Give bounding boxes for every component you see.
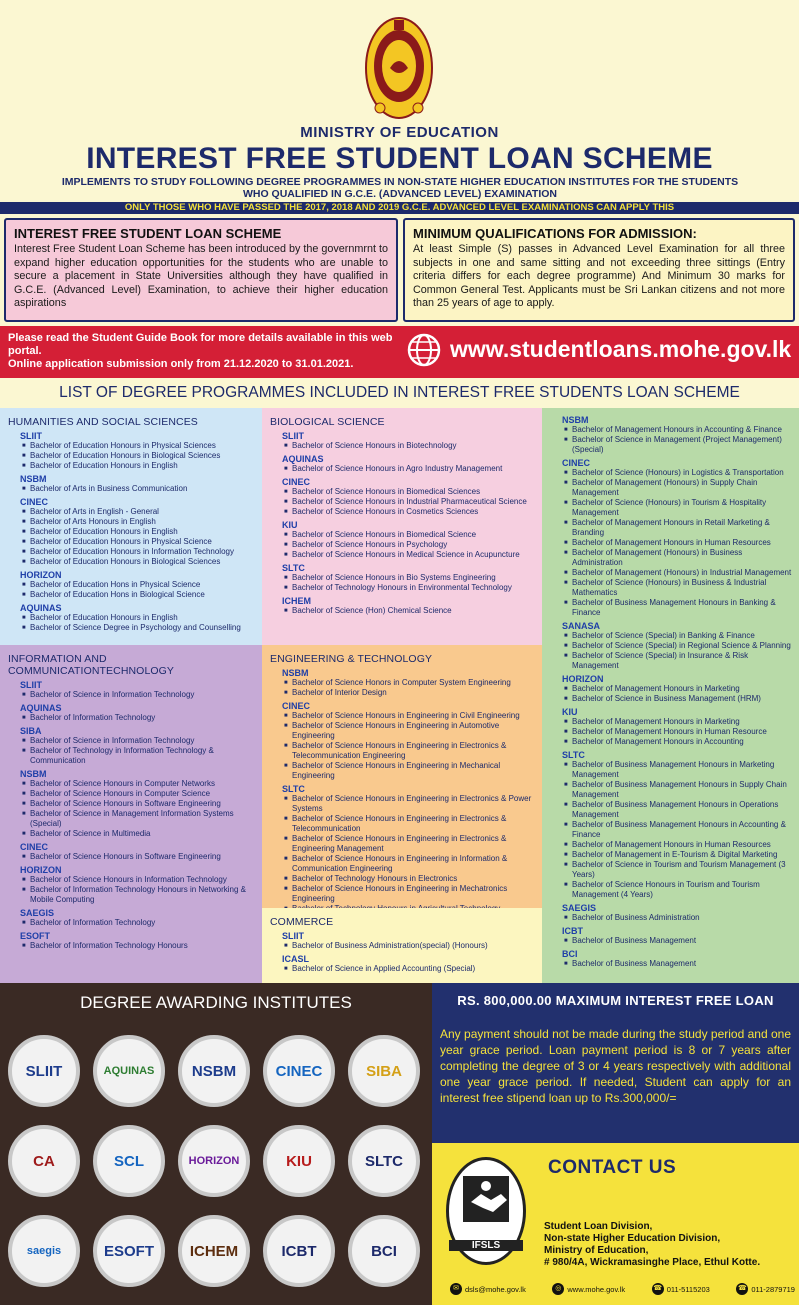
institute-logo (178, 1035, 250, 1107)
institute-logo-label: SLTC (364, 1152, 404, 1170)
section-biological-science (262, 408, 542, 645)
section-title: BIOLOGICAL SCIENCE (270, 416, 385, 428)
programme-item: ■ Bachelor of Technology Honours in Electronics (284, 874, 536, 884)
programme-item: ■ Bachelor of Business Administration (564, 913, 793, 923)
programme-item: ■ Bachelor of Science Honours in Information Technology (22, 875, 256, 885)
institute-logo (348, 1035, 420, 1107)
programme-item: ■ Bachelor of Management (Honours) in Business Administration (564, 548, 793, 568)
phone-icon: ☎ (652, 1283, 664, 1295)
programme-item: ■ Bachelor of Science in Business Management (HRM) (564, 694, 793, 704)
programme-item: ■ Bachelor of Management Honours in Accounting (564, 737, 793, 747)
programme-item: ■ Bachelor of Science Honours in Engineering in Mechatronics Engineering (284, 884, 536, 904)
institute-name: SANASA (562, 621, 601, 631)
programme-item: ■ Bachelor of Science Honours in Bio Systems Engineering (284, 573, 536, 583)
programme-item: ■ Bachelor of Business Management Honours in Marketing Management (564, 760, 793, 780)
programme-item: ■ Bachelor of Information Technology (22, 713, 256, 723)
handshake-icon (449, 1172, 523, 1232)
institute-name: CINEC (20, 497, 49, 507)
institute-logo (178, 1215, 250, 1287)
institute-name: SLIIT (282, 431, 304, 441)
programme-item: ■ Bachelor of Science in Multimedia (22, 829, 256, 839)
email-text: dsls@mohe.gov.lk (465, 1284, 526, 1294)
programme-item: ■ Bachelor of Education Honours in Physical Sciences (22, 441, 256, 451)
institute-name: SAEGIS (20, 908, 55, 918)
programme-item: ■ Bachelor of Education Hons in Physical Science (22, 580, 256, 590)
institute-name: HORIZON (562, 674, 604, 684)
programme-item: ■ Bachelor of Education Honours in Information Technology (22, 547, 256, 557)
programme-item: ■ Bachelor of Management Honours in Human Resources (564, 538, 793, 548)
institute-name: SLIIT (282, 931, 304, 941)
institute-name: KIU (282, 520, 298, 530)
programme-item: ■ Bachelor of Information Technology Honours (22, 941, 256, 951)
institute-logo-label: BCI (371, 1242, 397, 1260)
programme-item: ■ Bachelor of Management Honours in Accounting & Finance (564, 425, 793, 435)
intro-text: Interest Free Student Loan Scheme has been introduced by the governmrnt to expand higher education opportunities for the students who are unable to secure a placement in State Universities although they have qualified in G.C.E. (Advanced Level) Examination, to achieve their higher education aspirations (14, 243, 388, 309)
institute-logo-label: saegis (26, 1244, 62, 1257)
contact-box (432, 1143, 799, 1305)
institute-logo (8, 1125, 80, 1197)
programme-item: ■ Bachelor of Business Management (564, 959, 793, 969)
institute-logo (263, 1125, 335, 1197)
institute-name: AQUINAS (20, 603, 62, 613)
institute-name: SAEGIS (562, 903, 597, 913)
institute-name: AQUINAS (20, 703, 62, 713)
programme-item: ■ Bachelor of Science Honours in Computer Networks (22, 779, 256, 789)
programme-item: ■ Bachelor of Science in Information Technology (22, 690, 256, 700)
notice-line-1: Please read the Student Guide Book for more details available in this web portal. (8, 332, 393, 357)
programme-item: ■ Bachelor of Science Honours in Engineering in Electronics & Power Systems (284, 794, 536, 814)
institute-logo (8, 1215, 80, 1287)
programme-item: ■ Bachelor of Science Honours in Tourism and Tourism Management (4 Years) (564, 880, 793, 900)
programme-item: ■ Bachelor of Business Management Honours in Operations Management (564, 800, 793, 820)
programme-groups (550, 415, 793, 969)
programme-item: ■ Bachelor of Technology Honours in Environmental Technology (284, 583, 536, 593)
programme-groups (8, 680, 256, 951)
institute-logo-label: CA (33, 1152, 55, 1170)
institute-logo (348, 1215, 420, 1287)
institute-logo-label: SCL (114, 1152, 144, 1170)
programme-item: ■ Bachelor of Science Honours in Engineering in Electronics & Telecommunication (284, 814, 536, 834)
programme-item: ■ Bachelor of Science Honours in Medical Science in Acupuncture (284, 550, 536, 560)
institute-name: ESOFT (20, 931, 51, 941)
programme-item: ■ Bachelor of Education Honours in English (22, 527, 256, 537)
institute-logo (8, 1035, 80, 1107)
programme-item: ■ Bachelor of Education Honours in English (22, 613, 256, 623)
loan-title: RS. 800,000.00 MAXIMUM INTEREST FREE LOAN (457, 993, 774, 1008)
programme-groups (270, 668, 536, 914)
institute-logo-label: AQUINAS (103, 1064, 155, 1077)
programme-groups (270, 431, 536, 616)
programme-item: ■ Bachelor of Science in Applied Accounting (Special) (284, 964, 536, 974)
institute-logo-label: HORIZON (188, 1154, 240, 1167)
portal-url-link[interactable]: www.studentloans.mohe.gov.lk (450, 336, 792, 362)
address-line: Non-state Higher Education Division, (544, 1233, 721, 1244)
programme-item: ■ Bachelor of Information Technology Honours in Networking & Mobile Computing (22, 885, 256, 905)
page-header (0, 0, 799, 212)
programme-item: ■ Bachelor of Management Honours in Marketing (564, 717, 793, 727)
programme-item: ■ Bachelor of Business Management Honours in Accounting & Finance (564, 820, 793, 840)
email-icon: ✉ (450, 1283, 462, 1295)
section-title: ENGINEERING & TECHNOLOGY (270, 653, 433, 665)
phone-contact-1[interactable] (652, 1283, 710, 1295)
programme-item: ■ Bachelor of Business Management Honours in Banking & Finance (564, 598, 793, 618)
programme-item: ■ Bachelor of Education Hons in Biological Science (22, 590, 256, 600)
qualifications-text: At least Simple (S) passes in Advanced Level Examination for all three subjects in one and same sitting and not exceeding three sittings (Entry criteria differs for each degree programme) And Minimum 30 marks for Common General Test. Applicants must be Sri Lankan citizens and not more than 25 years of age to apply. (413, 243, 785, 309)
awarding-institutes (0, 983, 432, 1305)
programme-item: ■ Bachelor of Science Degree in Psychology and Counselling (22, 623, 256, 633)
institute-logo-label: KIU (286, 1152, 312, 1170)
programme-item: ■ Bachelor of Science in Management Information Systems (Special) (22, 809, 256, 829)
programme-item: ■ Bachelor of Business Administration(special) (Honours) (284, 941, 536, 951)
institute-name: CINEC (282, 701, 311, 711)
notice-line-2: Online application submission only from 21.12.2020 to 31.01.2021. (8, 358, 354, 370)
institute-name: NSBM (282, 668, 309, 678)
programme-item: ■ Bachelor of Science in Information Technology (22, 736, 256, 746)
programme-groups (270, 931, 536, 974)
programme-item: ■ Bachelor of Science Honours in Biomedical Sciences (284, 487, 536, 497)
contact-address (544, 1221, 794, 1269)
programme-item: ■ Bachelor of Science Honours in Cosmetics Sciences (284, 507, 536, 517)
institute-logo (263, 1035, 335, 1107)
institute-logo (348, 1125, 420, 1197)
contact-footer (450, 1279, 795, 1299)
institute-name: HORIZON (20, 865, 62, 875)
institute-logo-label: CINEC (275, 1062, 323, 1080)
institute-name: AQUINAS (282, 454, 324, 464)
institute-logo-label: SLIIT (25, 1062, 63, 1080)
programme-item: ■ Bachelor of Business Management (564, 936, 793, 946)
programme-item: ■ Bachelor of Science (Special) in Insurance & Risk Management (564, 651, 793, 671)
institute-name: SLTC (562, 750, 585, 760)
programme-item: ■ Bachelor of Interior Design (284, 688, 536, 698)
programme-item: ■ Bachelor of Science Honours in Engineering in Information & Communication Engineering (284, 854, 536, 874)
programme-item: ■ Bachelor of Science (Hon) Chemical Science (284, 606, 536, 616)
programme-item: ■ Bachelor of Management (Honours) in Industrial Management (564, 568, 793, 578)
programme-item: ■ Bachelor of Science Honours in Software Engineering (22, 852, 256, 862)
programme-item: ■ Bachelor of Technology in Information Technology & Communication (22, 746, 256, 766)
programme-item: ■ Bachelor of Information Technology (22, 918, 256, 928)
institute-logo-label: ICBT (281, 1242, 317, 1260)
phone-text: 011-5115203 (666, 1284, 710, 1294)
institute-logo (93, 1215, 165, 1287)
qualifications-title: MINIMUM QUALIFICATIONS FOR ADMISSION: (413, 226, 697, 241)
institute-name: ICHEM (282, 596, 311, 606)
programme-item: ■ Bachelor of Management in E-Tourism & Digital Marketing (564, 850, 793, 860)
loan-text: Any payment should not be made during the study period and one year grace period. Loan payment period is 8 or 7 years after completing the degree of 3 or 4 years respectively with additional one year grace period. If needed, Student can apply for an interest free stipend loan up to Rs.300,000/= (440, 1027, 791, 1105)
institute-name: HORIZON (20, 570, 62, 580)
programme-item: ■ Bachelor of Management Honours in Retail Marketing & Branding (564, 518, 793, 538)
programme-item: ■ Bachelor of Arts Honours in English (22, 517, 256, 527)
globe-icon (406, 332, 442, 368)
qualifications-box (403, 218, 795, 322)
institute-logo-label: ICHEM (189, 1242, 239, 1260)
section-engineering (262, 645, 542, 908)
programme-item: ■ Bachelor of Science Honours in Engineering in Mechanical Engineering (284, 761, 536, 781)
institute-name: SIBA (20, 726, 42, 736)
institute-name: CINEC (20, 842, 49, 852)
programme-item: ■ Bachelor of Science (Special) in Banking & Finance (564, 631, 793, 641)
programme-item: ■ Bachelor of Science Honours in Agro Industry Management (284, 464, 536, 474)
programme-item: ■ Bachelor of Science Honours in Psychology (284, 540, 536, 550)
programme-item: ■ Bachelor of Science Honours in Biotechnology (284, 441, 536, 451)
eligibility-banner: ONLY THOSE WHO HAVE PASSED THE 2017, 2018 AND 2019 G.C.E. ADVANCED LEVEL EXAMINATIONS CAN APPLY THIS (0, 202, 799, 214)
institute-name: CINEC (282, 477, 311, 487)
programme-item: ■ Bachelor of Science (Honours) in Business & Industrial Mathematics (564, 578, 793, 598)
programme-item: ■ Bachelor of Business Management Honours in Supply Chain Management (564, 780, 793, 800)
phone-contact-2[interactable] (736, 1283, 795, 1295)
programme-item: ■ Bachelor of Education Honours in English (22, 461, 256, 471)
section-ict (0, 645, 262, 983)
programme-item: ■ Bachelor of Science Honors in Computer System Engineering (284, 678, 536, 688)
address-line: Student Loan Division, (544, 1221, 653, 1232)
institute-logo-label: NSBM (191, 1062, 237, 1080)
institute-name: NSBM (20, 769, 47, 779)
programme-item: ■ Bachelor of Education Honours in Biological Sciences (22, 451, 256, 461)
institute-name: SLIIT (20, 431, 42, 441)
phone-icon: ☎ (736, 1283, 748, 1295)
sri-lanka-emblem-icon (364, 16, 434, 120)
programme-item: ■ Bachelor of Management Honours in Marketing (564, 684, 793, 694)
email-contact[interactable] (450, 1283, 526, 1295)
phone-text: 011-2879719 (751, 1284, 795, 1294)
programme-item: ■ Bachelor of Management Honours in Human Resource (564, 727, 793, 737)
institute-logo (178, 1125, 250, 1197)
address-line: Ministry of Education, (544, 1245, 649, 1256)
programme-groups (8, 431, 256, 633)
notice-text (8, 332, 398, 371)
notice-banner (0, 326, 799, 378)
institute-name: ICASL (282, 954, 309, 964)
web-contact[interactable] (552, 1283, 625, 1295)
institute-name: NSBM (20, 474, 47, 484)
programme-item: ■ Bachelor of Science Honours in Software Engineering (22, 799, 256, 809)
web-icon: ◎ (552, 1283, 564, 1295)
page-title: INTEREST FREE STUDENT LOAN SCHEME (86, 142, 713, 175)
institute-name: NSBM (562, 415, 589, 425)
programme-item: ■ Bachelor of Management Honours in Human Resources (564, 840, 793, 850)
institute-name: KIU (562, 707, 578, 717)
programme-item: ■ Bachelor of Science Honours in Engineering in Electronics & Telecommunication Engineering (284, 741, 536, 761)
programme-item: ■ Bachelor of Arts in English - General (22, 507, 256, 517)
intro-title: INTEREST FREE STUDENT LOAN SCHEME (14, 226, 282, 241)
programme-item: ■ Bachelor of Science in Management (Project Management) (Special) (564, 435, 793, 455)
programme-item: ■ Bachelor of Science Honours in Industrial Pharmaceutical Science (284, 497, 536, 507)
section-title: COMMERCE (270, 916, 334, 928)
institute-name: CINEC (562, 458, 591, 468)
programme-list-title: LIST OF DEGREE PROGRAMMES INCLUDED IN INTEREST FREE STUDENTS LOAN SCHEME (0, 378, 799, 408)
section-commerce (262, 908, 542, 983)
ministry-name: MINISTRY OF EDUCATION (300, 124, 499, 141)
awarding-title: DEGREE AWARDING INSTITUTES (80, 993, 352, 1012)
loan-info-box (432, 983, 799, 1143)
programme-item: ■ Bachelor of Education Honours in Biological Sciences (22, 557, 256, 567)
ifsls-logo (446, 1157, 526, 1265)
contact-title: CONTACT US (548, 1157, 677, 1178)
institute-logo (93, 1035, 165, 1107)
address-line: # 980/4A, Wickramasinghe Place, Ethul Kotte. (544, 1257, 761, 1268)
section-title: HUMANITIES AND SOCIAL SCIENCES (8, 416, 198, 428)
section-title: INFORMATION AND COMMUNICATIONTECHNOLOGY (8, 653, 175, 677)
institute-logo (93, 1125, 165, 1197)
info-row (0, 214, 799, 326)
programme-item: ■ Bachelor of Science Honours in Engineering in Civil Engineering (284, 711, 536, 721)
institute-name: SLTC (282, 563, 305, 573)
institute-name: SLTC (282, 784, 305, 794)
programme-item: ■ Bachelor of Science (Honours) in Logistics & Transportation (564, 468, 793, 478)
institute-logo (263, 1215, 335, 1287)
programme-item: ■ Bachelor of Management (Honours) in Supply Chain Management (564, 478, 793, 498)
institute-name: BCI (562, 949, 578, 959)
institute-logo-label: ESOFT (103, 1242, 154, 1260)
programme-item: ■ Bachelor of Science Honours in Engineering in Automotive Engineering (284, 721, 536, 741)
programme-item: ■ Bachelor of Science in Tourism and Tourism Management (3 Years) (564, 860, 793, 880)
programme-item: ■ Bachelor of Science (Honours) in Tourism & Hospitality Management (564, 498, 793, 518)
institute-name: ICBT (562, 926, 583, 936)
section-management (542, 408, 799, 983)
institute-logo-label: SIBA (366, 1062, 402, 1080)
programme-item: ■ Bachelor of Science Honours in Engineering in Electronics & Engineering Management (284, 834, 536, 854)
programme-item: ■ Bachelor of Science Honours in Computer Science (22, 789, 256, 799)
programme-item: ■ Bachelor of Arts in Business Communication (22, 484, 256, 494)
institute-name: SLIIT (20, 680, 42, 690)
programme-item: ■ Bachelor of Science (Special) in Regional Science & Planning (564, 641, 793, 651)
intro-box (4, 218, 398, 322)
ifsls-label: IFSLS (449, 1240, 523, 1251)
web-text: www.mohe.gov.lk (567, 1284, 626, 1294)
programme-item: ■ Bachelor of Education Honours in Physical Science (22, 537, 256, 547)
page-subtitle: IMPLEMENTS TO STUDY FOLLOWING DEGREE PROGRAMMES IN NON-STATE HIGHER EDUCATION INSTITUTES FOR THE STUDENTS WHO QUALIFIED IN G.C.E. (ADVANCED LEVEL) EXAMINATION (61, 176, 739, 200)
section-humanities (0, 408, 262, 645)
programme-item: ■ Bachelor of Science Honours in Biomedical Science (284, 530, 536, 540)
